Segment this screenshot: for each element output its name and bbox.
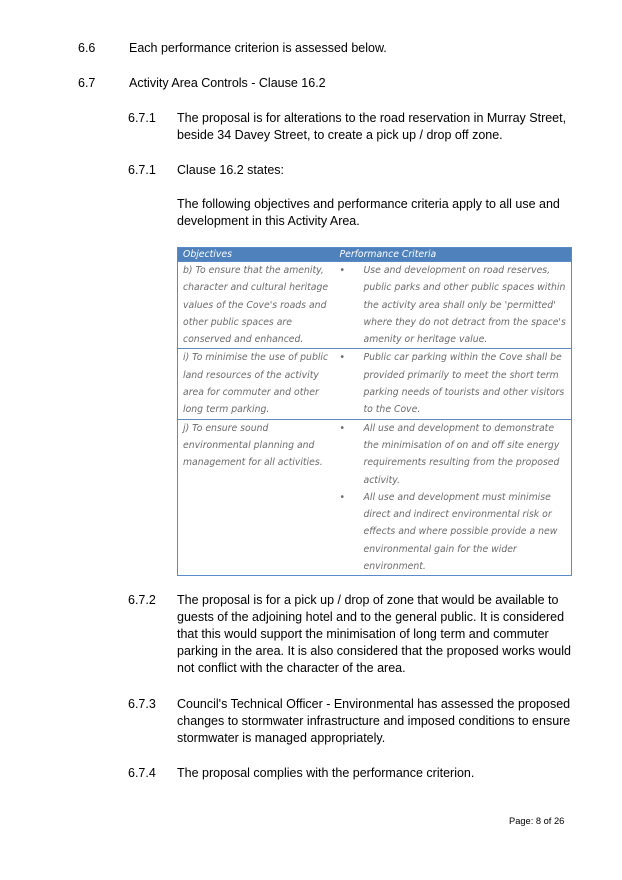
section-number: 6.7.4: [128, 766, 156, 780]
section-paragraph: Clause 16.2 states:: [177, 163, 285, 177]
criteria-cell: [335, 349, 572, 419]
section-paragraph: The proposal is for a pick up / drop of zone that would be available to guests of the adjoining hotel and to the general public. It is considered that this would support the minimisation of long term and commuter parking in the area. It is also considered that the proposed works would not conflict with the character of the area.: [177, 593, 571, 675]
section-number: 6.6: [78, 41, 96, 55]
section-number: 6.7.3: [128, 697, 156, 711]
section-number: 6.7: [78, 76, 96, 90]
table-row: [178, 349, 572, 419]
section-number: 6.7.1: [128, 163, 156, 177]
section-heading: Activity Area Controls - Clause 16.2: [129, 76, 326, 90]
criteria-table: [177, 247, 572, 576]
bullet-icon: •: [339, 352, 345, 364]
bullet-icon: •: [339, 491, 345, 503]
criteria-cell: [335, 262, 572, 349]
table-row: [178, 419, 572, 576]
section-paragraph: The proposal complies with the performance criterion.: [177, 766, 475, 780]
criteria-bullet-item: • All use and development to demonstrate the minimisation of on and off site energy requirements resulting from the proposed activity.: [340, 420, 567, 489]
criteria-cell: [335, 419, 572, 576]
page-number: Page: 8 of 26: [509, 816, 565, 826]
intro-paragraph: The following objectives and performance criteria apply to all use and development in this Activity Area.: [177, 197, 560, 228]
section-number: 6.7.1: [128, 111, 156, 125]
bullet-icon: •: [339, 265, 345, 276]
criteria-bullet-item: • Public car parking within the Cove shall be provided primarily to meet the short term parking needs of tourists and other visitors to the Cove.: [340, 349, 567, 418]
objective-cell: i) To minimise the use of public land resources of the activity area for commuter and other long term parking.: [178, 349, 335, 419]
table-header-row: [178, 248, 572, 262]
section-number: 6.7.2: [128, 593, 156, 607]
criteria-bullet-item: • All use and development must minimise direct and indirect environmental risk or effects and where possible provide a new environmental gain for the wider environment.: [340, 489, 567, 575]
section-paragraph: Council's Technical Officer - Environmental has assessed the proposed changes to stormwater infrastructure and imposed conditions to ensure stormwater is managed appropriately.: [177, 697, 571, 745]
objectives-header: Objectives: [178, 248, 335, 262]
criteria-bullet-item: • Use and development on road reserves, public parks and other public spaces within the activity area shall only be 'permitted' where they do not detract from the space's amenity or heritage value.: [340, 262, 567, 348]
objective-cell: j) To ensure sound environmental planning and management for all activities.: [178, 419, 335, 576]
table-row: [178, 262, 572, 349]
objective-cell: b) To ensure that the amenity, character and cultural heritage values of the Cove's roads and other public spaces are conserved and enhanced.: [178, 262, 335, 349]
bullet-icon: •: [339, 422, 345, 434]
section-text: Each performance criterion is assessed below.: [129, 41, 387, 55]
section-paragraph: The proposal is for alterations to the road reservation in Murray Street, beside 34 Davey Street, to create a pick up / drop off zone.: [177, 111, 567, 142]
criteria-header: Performance Criteria: [335, 248, 572, 262]
